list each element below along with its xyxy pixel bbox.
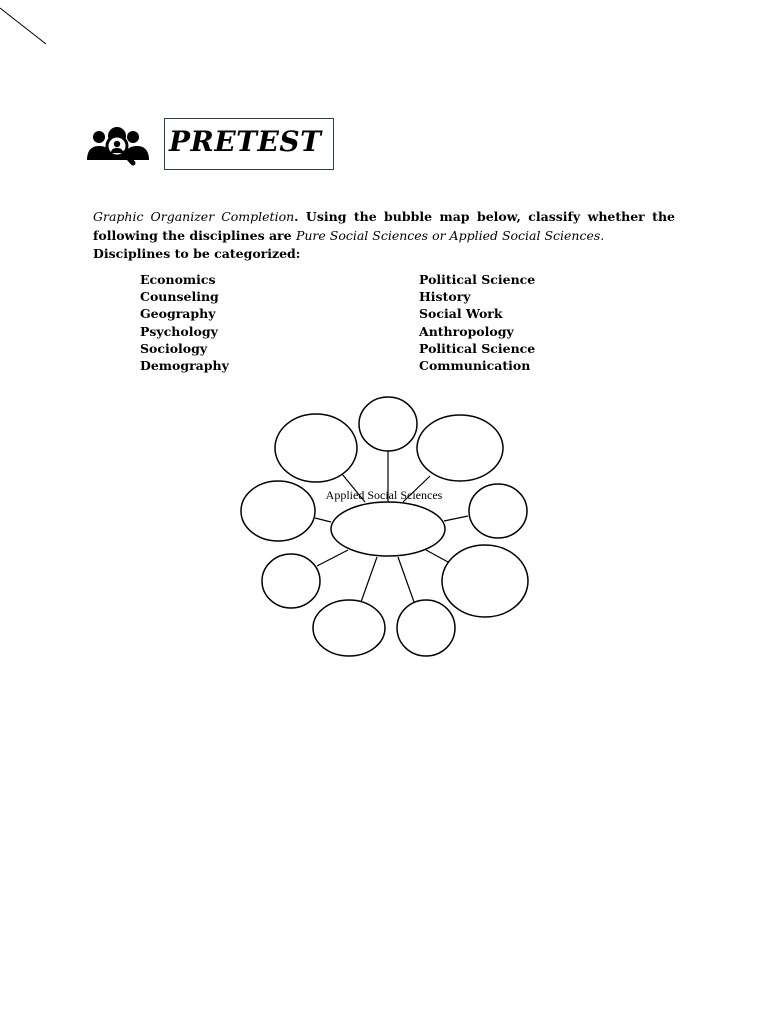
instructions-paragraph [93,207,675,245]
discipline-item: Political Science [419,272,536,287]
outer-bubble [397,600,455,656]
discipline-item: Sociology [140,340,208,356]
outer-bubble [275,414,357,482]
connector-line [317,550,348,566]
instructions-categories: Pure Social Sciences or Applied Social Sciences [295,228,601,243]
outer-bubble [241,481,315,541]
outer-bubble [359,397,417,451]
bubble-map [230,390,540,662]
discipline-item: Geography [140,306,216,322]
disciplines-list-right [419,271,535,374]
outer-bubble [313,600,385,656]
instructions-text: . Using the bubble map below, classify whether the following the disciplines are [93,209,675,243]
disciplines-subheading: Disciplines to be categorized: [93,246,301,261]
corner-decoration-line [0,0,60,60]
connector-line [444,516,468,521]
connector-line [361,557,377,602]
title-box [164,118,334,170]
connector-line [426,550,448,562]
outer-bubble [262,554,320,608]
outer-bubble [442,545,528,617]
center-bubble [331,502,445,556]
discipline-item: Psychology [140,323,218,339]
discipline-item: Communication [419,358,531,374]
outer-bubble [417,415,503,481]
center-bubble-label: Applied Social Sciences [325,488,443,502]
discipline-item: Political Science [419,340,536,356]
people-search-icon [86,124,150,168]
connector-line [398,557,414,602]
discipline-item: Social Work [419,306,503,322]
discipline-item: Counseling [140,289,219,305]
instructions-period: . [600,228,605,243]
outer-bubble [469,484,527,538]
page-title: PRETEST [169,125,322,158]
discipline-item: History [419,289,471,305]
connector-line [315,518,331,522]
disciplines-list-left [140,271,229,374]
discipline-item: Anthropology [419,323,514,339]
instructions-activity-name: Graphic Organizer Completion [93,209,295,224]
discipline-item: Economics [140,272,216,287]
discipline-item: Demography [140,358,229,374]
